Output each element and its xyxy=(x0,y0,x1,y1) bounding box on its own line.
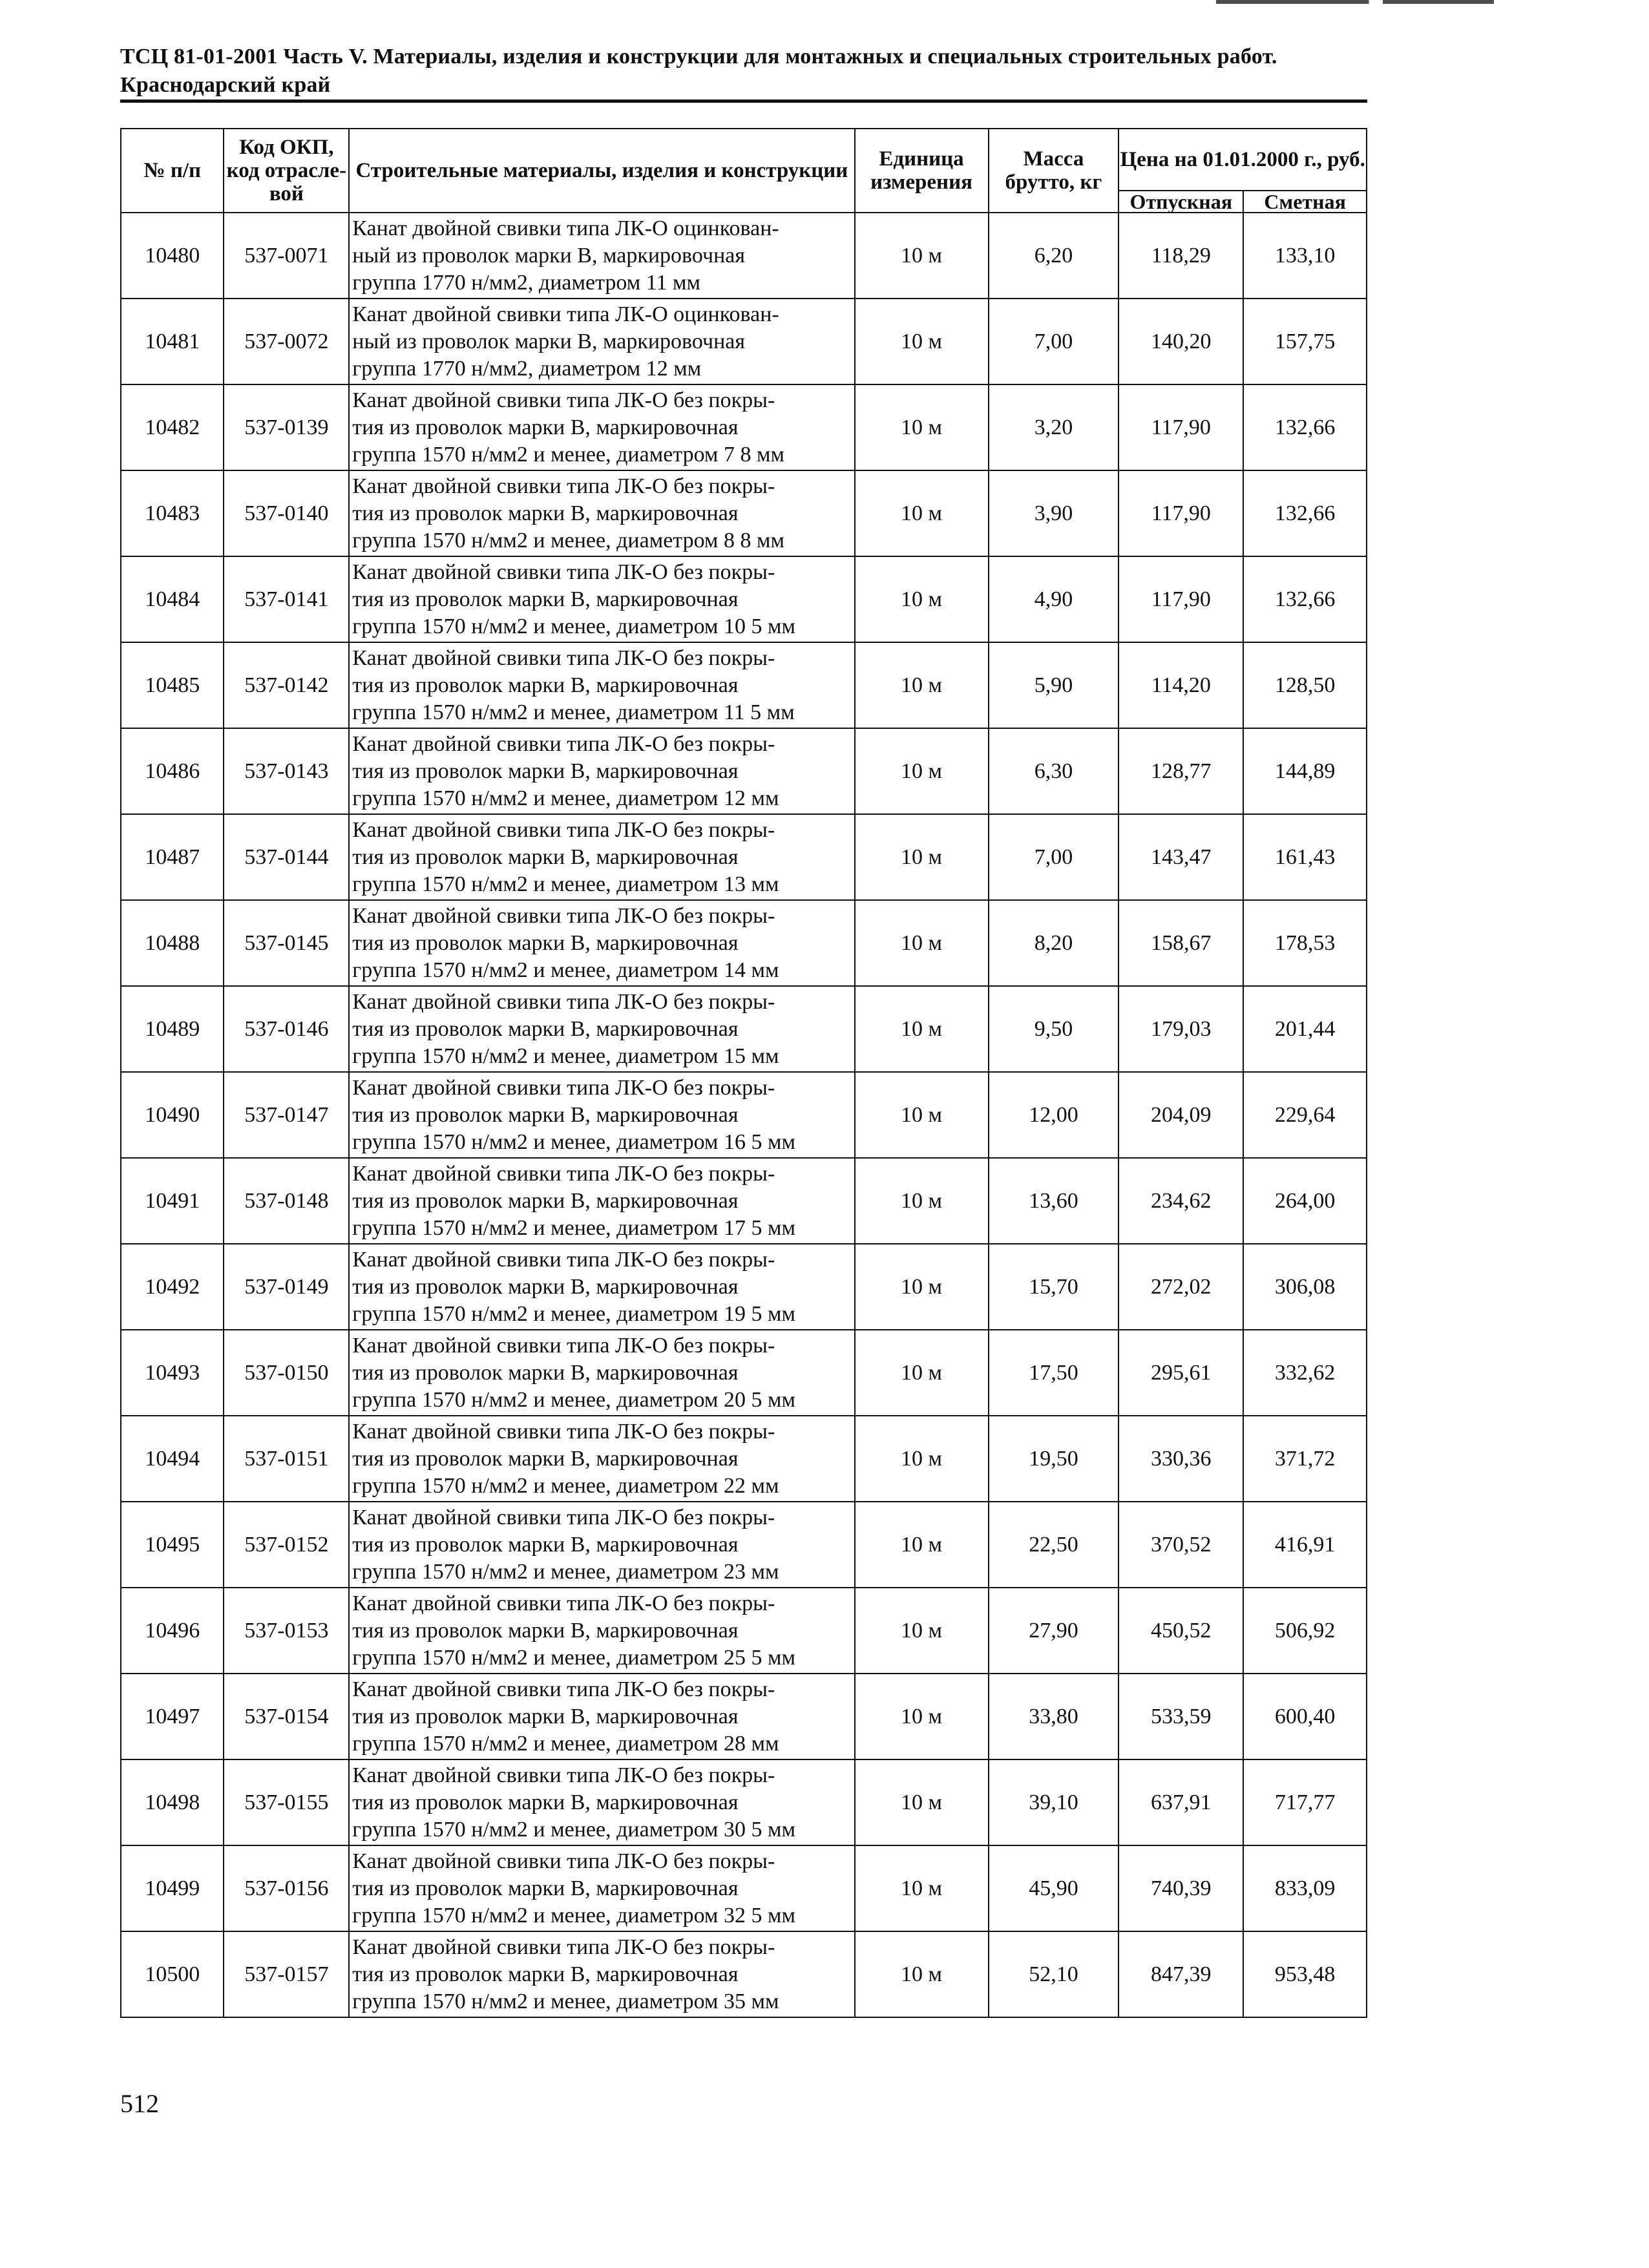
cell-unit: 10 м xyxy=(855,213,989,299)
cell-num: 10492 xyxy=(121,1244,224,1330)
cell-price-estimate: 132,66 xyxy=(1243,556,1367,642)
cell-code: 537-0143 xyxy=(224,728,349,814)
cell-mass: 39,10 xyxy=(989,1759,1119,1845)
table-row xyxy=(121,900,1367,986)
cell-price-estimate: 306,08 xyxy=(1243,1244,1367,1330)
cell-unit: 10 м xyxy=(855,384,989,470)
cell-price-release: 114,20 xyxy=(1119,642,1243,728)
table-row xyxy=(121,1244,1367,1330)
cell-price-estimate: 600,40 xyxy=(1243,1674,1367,1759)
cell-name: Канат двойной свивки типа ЛК-О без покры- тия из проволок марки В, маркировочная группа 1570 н/мм2 и менее, диаметром 35 мм xyxy=(349,1931,854,2017)
cell-unit: 10 м xyxy=(855,1588,989,1674)
cell-price-release: 117,90 xyxy=(1119,470,1243,556)
cell-name: Канат двойной свивки типа ЛК-О без покры- тия из проволок марки В, маркировочная группа 1570 н/мм2 и менее, диаметром 14 мм xyxy=(349,900,854,986)
table-row xyxy=(121,1158,1367,1244)
cell-unit: 10 м xyxy=(855,1502,989,1588)
cell-num: 10498 xyxy=(121,1759,224,1845)
cell-mass: 45,90 xyxy=(989,1845,1119,1931)
cell-price-release: 140,20 xyxy=(1119,299,1243,384)
table-row xyxy=(121,1416,1367,1502)
cell-mass: 5,90 xyxy=(989,642,1119,728)
table-row xyxy=(121,299,1367,384)
cell-unit: 10 м xyxy=(855,1931,989,2017)
cell-num: 10480 xyxy=(121,213,224,299)
cell-num: 10490 xyxy=(121,1072,224,1158)
cell-code: 537-0139 xyxy=(224,384,349,470)
cell-name: Канат двойной свивки типа ЛК-О без покры- тия из проволок марки В, маркировочная группа 1570 н/мм2 и менее, диаметром 17 5 мм xyxy=(349,1158,854,1244)
cell-code: 537-0148 xyxy=(224,1158,349,1244)
cell-num: 10487 xyxy=(121,814,224,900)
price-table-container xyxy=(120,128,1367,2018)
cell-code: 537-0142 xyxy=(224,642,349,728)
cell-unit: 10 м xyxy=(855,1845,989,1931)
cell-mass: 19,50 xyxy=(989,1416,1119,1502)
cell-price-estimate: 157,75 xyxy=(1243,299,1367,384)
table-row xyxy=(121,814,1367,900)
table-row xyxy=(121,1588,1367,1674)
cell-name: Канат двойной свивки типа ЛК-О оцинкован- ный из проволок марки В, маркировочная группа 1770 н/мм2, диаметром 11 мм xyxy=(349,213,854,299)
col-header-code: Код ОКП, код отрасле- вой xyxy=(224,129,349,213)
cell-code: 537-0151 xyxy=(224,1416,349,1502)
page-number: 512 xyxy=(120,2089,159,2118)
cell-name: Канат двойной свивки типа ЛК-О без покры- тия из проволок марки В, маркировочная группа 1570 н/мм2 и менее, диаметром 19 5 мм xyxy=(349,1244,854,1330)
cell-num: 10500 xyxy=(121,1931,224,2017)
cell-price-estimate: 201,44 xyxy=(1243,986,1367,1072)
cell-unit: 10 м xyxy=(855,1416,989,1502)
cell-unit: 10 м xyxy=(855,1759,989,1845)
scan-artifact-mark xyxy=(1216,0,1494,4)
cell-code: 537-0145 xyxy=(224,900,349,986)
cell-mass: 4,90 xyxy=(989,556,1119,642)
table-body xyxy=(121,213,1367,2017)
cell-price-release: 450,52 xyxy=(1119,1588,1243,1674)
cell-price-estimate: 161,43 xyxy=(1243,814,1367,900)
cell-price-release: 118,29 xyxy=(1119,213,1243,299)
cell-mass: 52,10 xyxy=(989,1931,1119,2017)
table-row xyxy=(121,1502,1367,1588)
cell-price-release: 272,02 xyxy=(1119,1244,1243,1330)
cell-num: 10499 xyxy=(121,1845,224,1931)
cell-num: 10482 xyxy=(121,384,224,470)
cell-price-release: 158,67 xyxy=(1119,900,1243,986)
cell-name: Канат двойной свивки типа ЛК-О без покры- тия из проволок марки В, маркировочная группа 1570 н/мм2 и менее, диаметром 10 5 мм xyxy=(349,556,854,642)
cell-code: 537-0140 xyxy=(224,470,349,556)
cell-mass: 15,70 xyxy=(989,1244,1119,1330)
table-row xyxy=(121,1674,1367,1759)
cell-price-estimate: 144,89 xyxy=(1243,728,1367,814)
cell-code: 537-0071 xyxy=(224,213,349,299)
cell-name: Канат двойной свивки типа ЛК-О без покры- тия из проволок марки В, маркировочная группа 1570 н/мм2 и менее, диаметром 28 мм xyxy=(349,1674,854,1759)
cell-name: Канат двойной свивки типа ЛК-О без покры- тия из проволок марки В, маркировочная группа 1570 н/мм2 и менее, диаметром 23 мм xyxy=(349,1502,854,1588)
cell-code: 537-0149 xyxy=(224,1244,349,1330)
cell-num: 10491 xyxy=(121,1158,224,1244)
table-row xyxy=(121,213,1367,299)
cell-mass: 6,30 xyxy=(989,728,1119,814)
cell-code: 537-0146 xyxy=(224,986,349,1072)
cell-name: Канат двойной свивки типа ЛК-О без покры- тия из проволок марки В, маркировочная группа 1570 н/мм2 и менее, диаметром 25 5 мм xyxy=(349,1588,854,1674)
cell-code: 537-0153 xyxy=(224,1588,349,1674)
cell-name: Канат двойной свивки типа ЛК-О без покры- тия из проволок марки В, маркировочная группа 1570 н/мм2 и менее, диаметром 12 мм xyxy=(349,728,854,814)
table-row xyxy=(121,1931,1367,2017)
cell-mass: 6,20 xyxy=(989,213,1119,299)
cell-price-release: 370,52 xyxy=(1119,1502,1243,1588)
cell-price-estimate: 132,66 xyxy=(1243,384,1367,470)
cell-name: Канат двойной свивки типа ЛК-О без покры- тия из проволок марки В, маркировочная группа 1570 н/мм2 и менее, диаметром 15 мм xyxy=(349,986,854,1072)
table-row xyxy=(121,470,1367,556)
cell-num: 10489 xyxy=(121,986,224,1072)
cell-code: 537-0147 xyxy=(224,1072,349,1158)
cell-code: 537-0072 xyxy=(224,299,349,384)
cell-price-estimate: 264,00 xyxy=(1243,1158,1367,1244)
cell-code: 537-0150 xyxy=(224,1330,349,1416)
cell-mass: 12,00 xyxy=(989,1072,1119,1158)
cell-code: 537-0157 xyxy=(224,1931,349,2017)
cell-mass: 3,90 xyxy=(989,470,1119,556)
table-row xyxy=(121,1330,1367,1416)
col-header-price-group: Цена на 01.01.2000 г., руб. xyxy=(1119,129,1367,191)
table-row xyxy=(121,384,1367,470)
cell-name: Канат двойной свивки типа ЛК-О без покры- тия из проволок марки В, маркировочная группа 1570 н/мм2 и менее, диаметром 13 мм xyxy=(349,814,854,900)
cell-unit: 10 м xyxy=(855,1330,989,1416)
cell-num: 10495 xyxy=(121,1502,224,1588)
cell-num: 10485 xyxy=(121,642,224,728)
cell-price-release: 295,61 xyxy=(1119,1330,1243,1416)
table-row xyxy=(121,1845,1367,1931)
cell-price-estimate: 229,64 xyxy=(1243,1072,1367,1158)
cell-code: 537-0144 xyxy=(224,814,349,900)
cell-code: 537-0152 xyxy=(224,1502,349,1588)
cell-num: 10488 xyxy=(121,900,224,986)
cell-mass: 27,90 xyxy=(989,1588,1119,1674)
cell-price-release: 637,91 xyxy=(1119,1759,1243,1845)
cell-code: 537-0155 xyxy=(224,1759,349,1845)
table-row xyxy=(121,1759,1367,1845)
cell-price-estimate: 717,77 xyxy=(1243,1759,1367,1845)
cell-name: Канат двойной свивки типа ЛК-О оцинкован- ный из проволок марки В, маркировочная группа 1770 н/мм2, диаметром 12 мм xyxy=(349,299,854,384)
cell-unit: 10 м xyxy=(855,470,989,556)
table-header xyxy=(121,129,1367,213)
cell-name: Канат двойной свивки типа ЛК-О без покры- тия из проволок марки В, маркировочная группа 1570 н/мм2 и менее, диаметром 8 8 мм xyxy=(349,470,854,556)
col-header-mass: Масса брутто, кг xyxy=(989,129,1119,213)
cell-name: Канат двойной свивки типа ЛК-О без покры- тия из проволок марки В, маркировочная группа 1570 н/мм2 и менее, диаметром 16 5 мм xyxy=(349,1072,854,1158)
cell-price-release: 330,36 xyxy=(1119,1416,1243,1502)
cell-price-release: 117,90 xyxy=(1119,556,1243,642)
cell-unit: 10 м xyxy=(855,299,989,384)
cell-num: 10486 xyxy=(121,728,224,814)
price-table xyxy=(120,128,1367,2018)
document-header xyxy=(120,43,1361,100)
col-header-price-estimate: Сметная xyxy=(1243,191,1367,213)
document-title: ТСЦ 81-01-2001 Часть V. Материалы, изделия и конструкции для монтажных и специальных строительных работ. xyxy=(120,45,1277,68)
cell-mass: 9,50 xyxy=(989,986,1119,1072)
cell-price-estimate: 371,72 xyxy=(1243,1416,1367,1502)
col-header-unit: Единица измерения xyxy=(855,129,989,213)
cell-mass: 33,80 xyxy=(989,1674,1119,1759)
cell-num: 10496 xyxy=(121,1588,224,1674)
table-row xyxy=(121,642,1367,728)
col-header-price-release: Отпускная xyxy=(1119,191,1243,213)
cell-price-release: 204,09 xyxy=(1119,1072,1243,1158)
cell-code: 537-0141 xyxy=(224,556,349,642)
col-header-name: Строительные материалы, изделия и конструкции xyxy=(349,129,854,213)
cell-num: 10484 xyxy=(121,556,224,642)
cell-mass: 8,20 xyxy=(989,900,1119,986)
cell-price-estimate: 132,66 xyxy=(1243,470,1367,556)
cell-price-estimate: 833,09 xyxy=(1243,1845,1367,1931)
cell-code: 537-0154 xyxy=(224,1674,349,1759)
table-row xyxy=(121,1072,1367,1158)
cell-name: Канат двойной свивки типа ЛК-О без покры- тия из проволок марки В, маркировочная группа 1570 н/мм2 и менее, диаметром 22 мм xyxy=(349,1416,854,1502)
cell-unit: 10 м xyxy=(855,900,989,986)
cell-name: Канат двойной свивки типа ЛК-О без покры- тия из проволок марки В, маркировочная группа 1570 н/мм2 и менее, диаметром 32 5 мм xyxy=(349,1845,854,1931)
cell-mass: 7,00 xyxy=(989,299,1119,384)
cell-name: Канат двойной свивки типа ЛК-О без покры- тия из проволок марки В, маркировочная группа 1570 н/мм2 и менее, диаметром 7 8 мм xyxy=(349,384,854,470)
cell-price-release: 533,59 xyxy=(1119,1674,1243,1759)
cell-num: 10494 xyxy=(121,1416,224,1502)
table-row xyxy=(121,556,1367,642)
cell-price-estimate: 128,50 xyxy=(1243,642,1367,728)
cell-price-release: 847,39 xyxy=(1119,1931,1243,2017)
cell-price-release: 143,47 xyxy=(1119,814,1243,900)
cell-unit: 10 м xyxy=(855,728,989,814)
header-divider xyxy=(120,100,1367,103)
document-region: Краснодарский край xyxy=(120,73,331,97)
cell-unit: 10 м xyxy=(855,814,989,900)
cell-price-estimate: 178,53 xyxy=(1243,900,1367,986)
cell-mass: 3,20 xyxy=(989,384,1119,470)
cell-name: Канат двойной свивки типа ЛК-О без покры- тия из проволок марки В, маркировочная группа 1570 н/мм2 и менее, диаметром 20 5 мм xyxy=(349,1330,854,1416)
cell-price-release: 179,03 xyxy=(1119,986,1243,1072)
cell-num: 10481 xyxy=(121,299,224,384)
cell-unit: 10 м xyxy=(855,1674,989,1759)
cell-name: Канат двойной свивки типа ЛК-О без покры- тия из проволок марки В, маркировочная группа 1570 н/мм2 и менее, диаметром 30 5 мм xyxy=(349,1759,854,1845)
cell-price-release: 234,62 xyxy=(1119,1158,1243,1244)
cell-price-estimate: 332,62 xyxy=(1243,1330,1367,1416)
cell-unit: 10 м xyxy=(855,1072,989,1158)
col-header-num: № п/п xyxy=(121,129,224,213)
cell-price-release: 740,39 xyxy=(1119,1845,1243,1931)
cell-mass: 13,60 xyxy=(989,1158,1119,1244)
cell-mass: 22,50 xyxy=(989,1502,1119,1588)
cell-mass: 7,00 xyxy=(989,814,1119,900)
cell-unit: 10 м xyxy=(855,642,989,728)
cell-price-estimate: 953,48 xyxy=(1243,1931,1367,2017)
table-row xyxy=(121,986,1367,1072)
cell-price-release: 128,77 xyxy=(1119,728,1243,814)
cell-price-estimate: 133,10 xyxy=(1243,213,1367,299)
cell-price-estimate: 416,91 xyxy=(1243,1502,1367,1588)
cell-unit: 10 м xyxy=(855,556,989,642)
cell-unit: 10 м xyxy=(855,986,989,1072)
cell-unit: 10 м xyxy=(855,1158,989,1244)
cell-num: 10493 xyxy=(121,1330,224,1416)
cell-unit: 10 м xyxy=(855,1244,989,1330)
cell-name: Канат двойной свивки типа ЛК-О без покры- тия из проволок марки В, маркировочная группа 1570 н/мм2 и менее, диаметром 11 5 мм xyxy=(349,642,854,728)
cell-num: 10497 xyxy=(121,1674,224,1759)
cell-price-estimate: 506,92 xyxy=(1243,1588,1367,1674)
cell-num: 10483 xyxy=(121,470,224,556)
cell-price-release: 117,90 xyxy=(1119,384,1243,470)
cell-code: 537-0156 xyxy=(224,1845,349,1931)
cell-mass: 17,50 xyxy=(989,1330,1119,1416)
table-row xyxy=(121,728,1367,814)
